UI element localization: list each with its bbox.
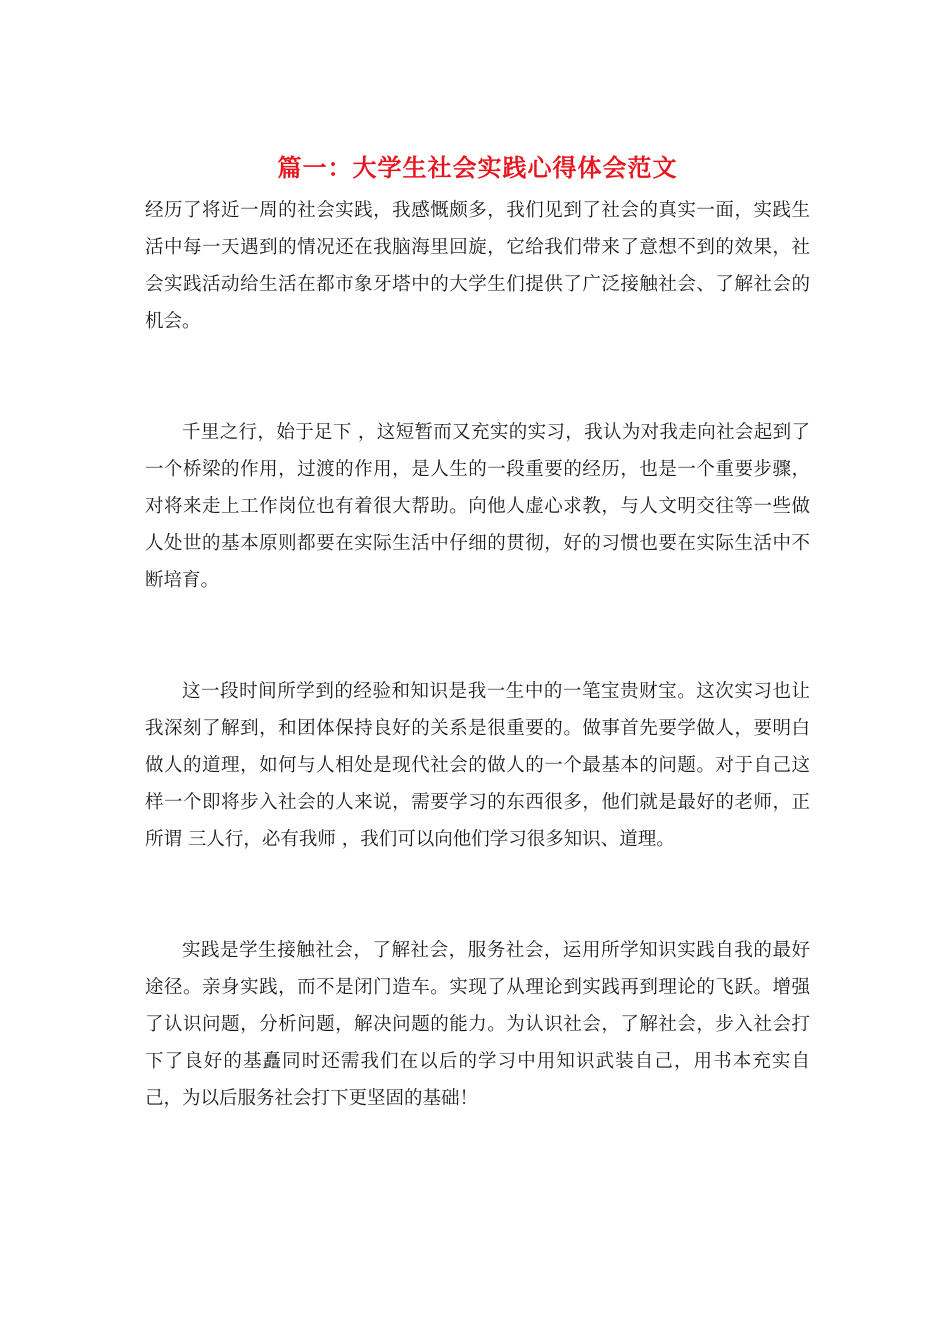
paragraph-2: 千里之行，始于足下 ，这短暂而又充实的实习，我认为对我走向社会起到了一个桥梁的作用，过渡的作用，是人生的一段重要的经历，也是一个重要步骤，对将来走上工作岗位也有着很大帮助。向他人虚心求教，与人文明交往等一些做人处世的基本原则都要在实际生活中仔细的贯彻，好的习惯也要在实际生活中不断培育。 [145,422,810,591]
paragraph-spacer [145,599,810,673]
document-body [145,148,810,1117]
document-title: 篇一：大学生社会实践心得体会范文 [277,153,678,182]
paragraph-4: 实践是学生接触社会，了解社会，服务社会，运用所学知识实践自我的最好途径。亲身实践，而不是闭门造车。实现了从理论到实践再到理论的飞跃。增强了认识问题，分析问题，解决问题的能力。为认识社会，了解社会，步入社会打下了良好的基矗同时还需我们在以后的学习中用知识武装自己，用书本充实自己，为以后服务社会打下更坚固的基础！ [145,940,810,1109]
paragraph-spacer [145,340,810,414]
paragraph-spacer [145,858,810,932]
paragraph-3: 这一段时间所学到的经验和知识是我一生中的一笔宝贵财宝。这次实习也让我深刻了解到，和团体保持良好的关系是很重要的。做事首先要学做人，要明白做人的道理，如何与人相处是现代社会的做人的一个最基本的问题。对于自己这样一个即将步入社会的人来说，需要学习的东西很多，他们就是最好的老师，正所谓 三人行，必有我师 ，我们可以向他们学习很多知识、道理。 [145,681,810,850]
paragraph-1: 经历了将近一周的社会实践，我感慨颇多，我们见到了社会的真实一面，实践生活中每一天遇到的情况还在我脑海里回旋，它给我们带来了意想不到的效果，社会实践活动给生活在都市象牙塔中的大学生们提供了广泛接触社会、了解社会的机会。 [145,200,810,332]
